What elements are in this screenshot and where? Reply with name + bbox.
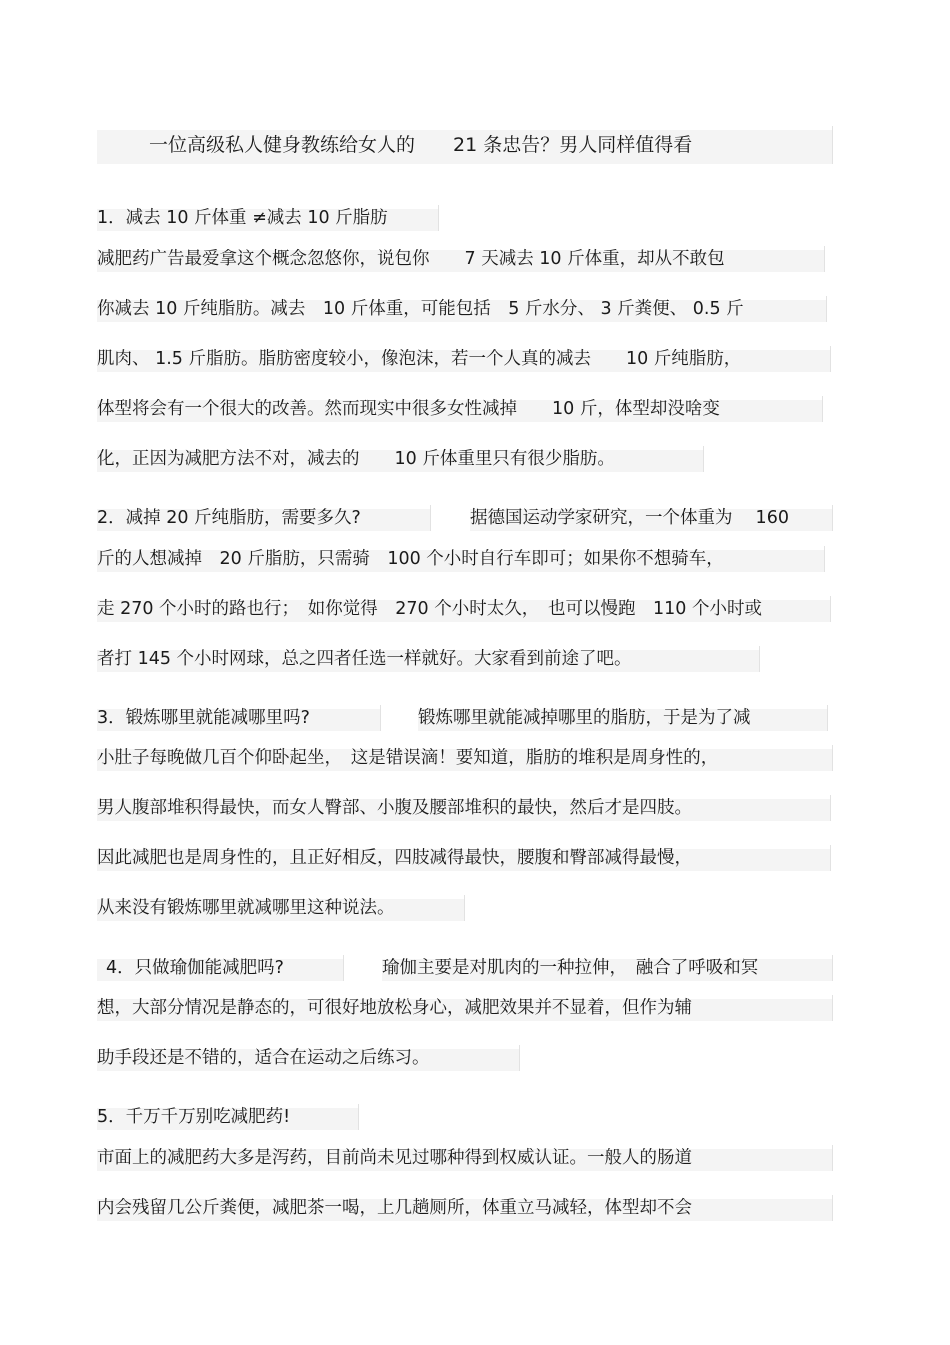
section-3-line-4: 从来没有锻炼哪里就减哪里这种说法。 [97, 895, 465, 921]
section-5-heading: 5．千万千万别吃减肥药! [97, 1104, 359, 1130]
section-1-line-3: 肌肉、 1.5 斤脂肪。脂肪密度较小，像泡沫，若一个人真的减去 10 斤纯脂肪， [97, 346, 831, 372]
section-4-line-1: 想，大部分情况是静态的，可很好地放松身心，减肥效果并不显着，但作为辅 [97, 995, 833, 1021]
section-2-line-2: 走 270 个小时的路也行； 如你觉得 270 个小时太久， 也可以慢跑 110 个小时或 [97, 596, 831, 622]
section-3-line-1: 小肚子每晚做几百个仰卧起坐， 这是错误滴！要知道，脂肪的堆积是周身性的， [97, 745, 833, 771]
section-1-heading: 1．减去 10 斤体重 ≠减去 10 斤脂肪 [97, 205, 439, 231]
section-3-heading: 3．锻炼哪里就能减哪里吗? [97, 705, 381, 731]
section-5-line-2: 内会残留几公斤粪便，减肥茶一喝，上几趟厕所，体重立马减轻，体型却不会 [97, 1195, 833, 1221]
section-2-heading: 2．减掉 20 斤纯脂肪，需要多久? [97, 505, 431, 531]
section-5-line-1: 市面上的减肥药大多是泻药，目前尚未见过哪种得到权威认证。一般人的肠道 [97, 1145, 833, 1171]
section-2-line-1: 斤的人想减掉 20 斤脂肪，只需骑 100 个小时自行车即可；如果你不想骑车， [97, 546, 825, 572]
section-3-line-3: 因此减肥也是周身性的，且正好相反，四肢减得最快，腰腹和臀部减得最慢， [97, 845, 831, 871]
section-4-lead: 瑜伽主要是对肌肉的一种拉伸， 融合了呼吸和冥 [382, 955, 833, 981]
page-title: 一位高级私人健身教练给女人的 21 条忠告？男人同样值得看 [97, 126, 833, 164]
section-3-line-2: 男人腹部堆积得最快，而女人臀部、小腹及腰部堆积的最快，然后才是四肢。 [97, 795, 831, 821]
section-2-line-3: 者打 145 个小时网球，总之四者任选一样就好。大家看到前途了吧。 [97, 646, 760, 672]
section-3-lead: 锻炼哪里就能减掉哪里的脂肪，于是为了减 [418, 705, 828, 731]
section-2-lead: 据德国运动学家研究，一个体重为 160 [470, 505, 833, 531]
section-4-line-2: 助手段还是不错的，适合在运动之后练习。 [97, 1045, 520, 1071]
section-4-heading: 4．只做瑜伽能减肥吗? [97, 955, 344, 981]
section-1-line-1: 减肥药广告最爱拿这个概念忽悠你，说包你 7 天减去 10 斤体重，却从不敢包 [97, 246, 825, 272]
section-1-line-2: 你减去 10 斤纯脂肪。减去 10 斤体重，可能包括 5 斤水分、 3 斤粪便、 0.5 斤 [97, 296, 827, 322]
section-1-line-4: 体型将会有一个很大的改善。然而现实中很多女性减掉 10 斤，体型却没啥变 [97, 396, 823, 422]
section-1-line-5: 化，正因为减肥方法不对，减去的 10 斤体重里只有很少脂肪。 [97, 446, 704, 472]
